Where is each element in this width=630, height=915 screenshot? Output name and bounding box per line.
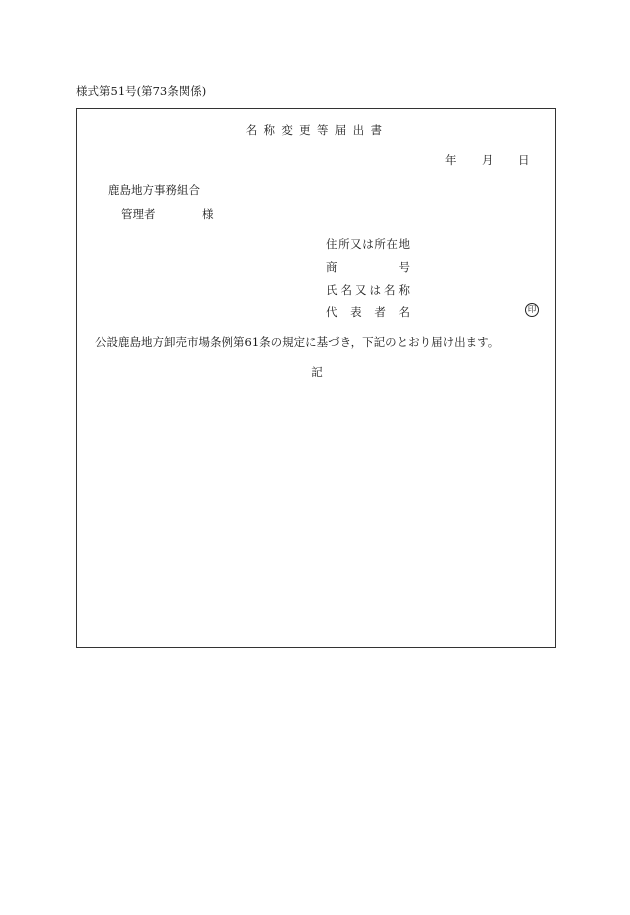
recipient-organization: 鹿島地方事務組合: [108, 183, 200, 197]
date-day-label: 日: [518, 153, 530, 167]
date-month-label: 月: [482, 153, 494, 167]
date-year-label: 年: [445, 153, 457, 167]
applicant-trade-name-label: 商 号: [326, 260, 410, 274]
applicant-name-label: 氏 名 又 は 名 称: [326, 283, 410, 297]
form-frame: [76, 108, 556, 648]
recipient-honorific: 様: [202, 207, 214, 221]
notice-body-text: 公設鹿島地方卸売市場条例第61条の規定に基づき，下記のとおり届け出ます。: [95, 335, 500, 349]
seal-icon: 印: [525, 303, 539, 317]
record-heading: 記: [311, 365, 323, 379]
recipient-title: 管理者: [121, 207, 156, 221]
applicant-address-label: 住 所 又 は 所 在 地: [326, 237, 410, 251]
document-title: 名称変更等届出書: [245, 123, 389, 137]
applicant-representative-label: 代 表 者 名: [326, 305, 410, 319]
form-number: 様式第51号(第73条関係): [76, 84, 207, 98]
